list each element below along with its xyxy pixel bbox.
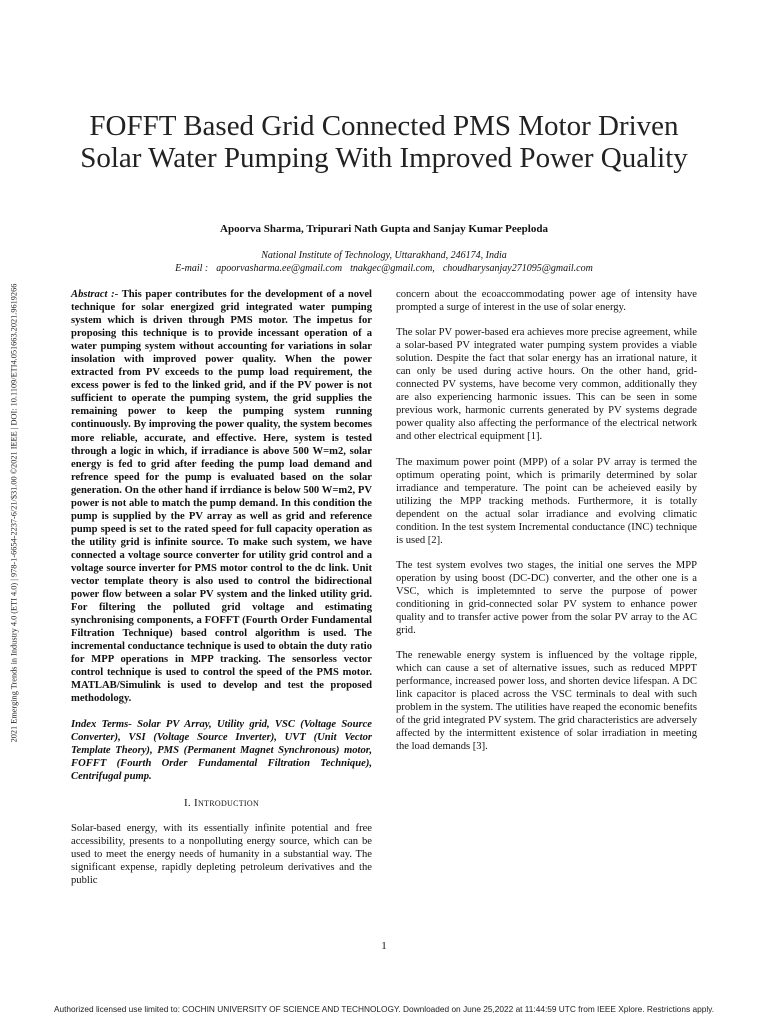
email-3: choudharysanjay271095@gmail.com bbox=[442, 263, 593, 274]
left-column bbox=[71, 288, 372, 899]
email-1: apoorvasharma.ee@gmail.com bbox=[216, 263, 343, 274]
email-label: E-mail : bbox=[175, 263, 209, 274]
affiliation: National Institute of Technology, Uttarakhand, 246174, India bbox=[261, 250, 507, 261]
page-number: 1 bbox=[381, 940, 387, 952]
email-line bbox=[80, 262, 688, 275]
body-paragraph: concern about the ecoaccommodating power age of intensity have prompted a surge of interest in the use of solar energy. bbox=[396, 289, 697, 314]
email-2: tnakgec@gmail.com, bbox=[350, 263, 435, 274]
sidebar-text: 2021 Emerging Trends in Industry 4.0 (ETI 4.0) | 978-1-6654-2237-6/21/$31.00 ©2021 IEEE | DOI: 10.1109/ETI4.051663.2021.9619266 bbox=[9, 283, 19, 742]
body-paragraph: The test system evolves two stages, the initial one serves the MPP operation by using boost (DC-DC) converter, and the other one is a VSC, which is impletemnted to serve the purpose of power conditioning in grid-connected solar PV system to enhance power quality and to transfer active power from the solar PV array to the AC grid. bbox=[396, 559, 697, 637]
ieee-citation-sidebar bbox=[7, 240, 21, 785]
index-terms: Index Terms- Solar PV Array, Utility grid, VSC (Voltage Source Converter), VSI (Voltage Source Inverter), UVT (Unit Vector Template Theory), PMS (Permanent Magnet Synchronous) motor, FOFFT (Fourth Order Fundamental Filtration Technique), Centrifugal pump. bbox=[71, 718, 372, 782]
affiliation-block bbox=[80, 249, 688, 275]
abstract bbox=[71, 288, 372, 706]
right-column bbox=[396, 288, 697, 766]
abstract-text: This paper contributes for the development of a novel technique for solar energized grid integrated water pumping system which is driven through PMS motor. The impetus for proposing this technique is to provide incessant operation of a water pumping system without accounting for variations in solar insolation with improved power quality. When the power extracted from PV exceeds to the pump load requirement, the excess power is fed to the linked grid, and if the PV power is not sufficient to operate the pumping system, the grid supplies the remaining power to keep the pumping system running continuously. By improving the power quality, the system becomes more reliable, accurate, and effective. Here, system is tested through a logic in which, if irradiance is above 500 W=m2, solar energy is fed to grid after feeding the pump load demand and refrence speed for the pump is evaluated based on the solar generation. On the other hand if irrdiance is below 500 W=m2, PV power is not able to match the pump demand. In this condition the pump is supplied by the PV array as well as grid and reference pump speed is set to the rated speed for full capacity operation as the utility grid is infinite source. To make such system, we have connected a voltage source converter for utility grid control and a voltage source inverter for PMS motor control to the dc link. Unit vector template theory is also used to control the bidirectional power flow between a solar PV system and the linked utility grid. For filtering the polluted grid voltage and estimating synchronising components, a FOFFT (Fourth Order Fundamental Filtration Technique) based control algorithm is used. The incremental conductance technique is used to obtain the duty ratio for MPP operations in MPP tracking. The sensorless vector control technique is used to control the speed of the PMS motor. MATLAB/Simulink is used to develop and test the proposed methodology. bbox=[71, 289, 372, 705]
license-footer: Authorized licensed use limited to: COCHIN UNIVERSITY OF SCIENCE AND TECHNOLOGY. Downloaded on June 25,2022 at 11:44:59 UTC from IEEE Xplore. Restrictions apply. bbox=[53, 1004, 715, 1014]
paper-title: FOFFT Based Grid Connected PMS Motor Driven Solar Water Pumping With Improved Power Quality bbox=[80, 110, 688, 174]
author-list: Apoorva Sharma, Tripurari Nath Gupta and Sanjay Kumar Peeploda bbox=[220, 223, 548, 235]
body-paragraph: The maximum power point (MPP) of a solar PV array is termed the optimum operating point, which is primarily determined by solar irradiance and temperature. The point can be acheieved easily by utilizing the MPP tracking methods. Furthermore, it is totally dependent on the actual solar irradiance and evolving climatic condition. In the test system Incremental conductance (INC) technique is used [2]. bbox=[396, 456, 697, 546]
body-paragraph: The solar PV power-based era achieves more precise agreement, while a solar-based PV integrated water pumping system provides a viable solution. Despite the fact that solar energy has an irrational nature, it can only be used during active hours. On the other hand, grid-connected PV systems, have become very common, additionally they are also experiencing harmonic issues. This can be seen in some previous work, harmonic currents generated by PV systems degrade power quality also affecting the performance of the electrical network and other electrical equipment [1]. bbox=[396, 327, 697, 443]
section-heading: I. Introduction bbox=[183, 796, 260, 809]
body-paragraph: The renewable energy system is influenced by the voltage ripple, which can cause a set of alternative issues, such as reduced MPPT performance, increased power loss, and shorten device lifespan. A DC link capacitor is placed across the VSC terminals to deal with such problem in the system. The utilities have reaped the economic benefits of the grid integrated PV system. The grid characteristics are adversely affected by the intermittent existence of solar irradiation in meeting the load demands [3]. bbox=[396, 650, 697, 753]
intro-paragraph: Solar-based energy, with its essentially infinite potential and free accessibility, presents to a nonpolluting energy source, which can be used to meet the energy needs of humanity in a substantial way. The significant expense, rapidly depleting petroleum derivatives and the public bbox=[71, 822, 372, 886]
abstract-label: Abstract :- bbox=[71, 289, 119, 300]
